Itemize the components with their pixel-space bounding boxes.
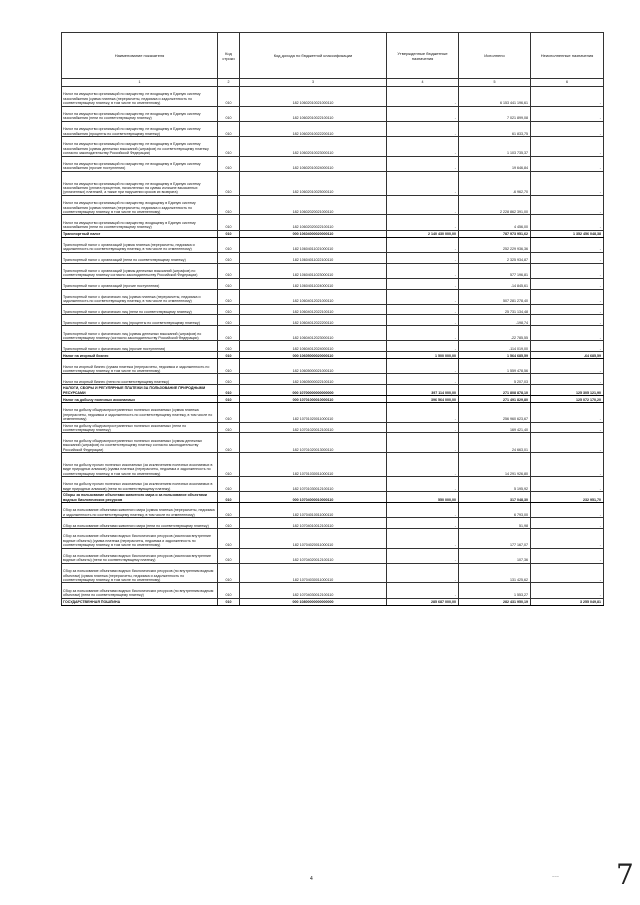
row-approved: -: [387, 87, 459, 107]
row-name: Транспортный налог с физических лиц (прочие поступления): [62, 341, 218, 352]
row-line-code: 010: [218, 215, 240, 230]
table-row: [62, 121, 604, 136]
row-approved: -: [387, 477, 459, 492]
row-approved: -: [387, 529, 459, 549]
row-budget-code: 182 10602020021000110: [240, 195, 387, 215]
row-name: Налог на добычу общераспространенных полезных ископаемых (суммы денежных взысканий (штрафов) по соответствующему платежу согласно законодательству Российской Федерации): [62, 433, 218, 453]
header-executed: Исполнено: [459, 33, 531, 79]
row-budget-code: 000 10704000010000110: [240, 492, 387, 503]
row-unexecuted: -64 685,59: [531, 352, 604, 359]
budget-execution-table: [61, 32, 604, 606]
row-executed: 2 228 862 391,00: [459, 195, 531, 215]
table-body: [62, 87, 604, 606]
row-approved: -: [387, 263, 459, 278]
col-number: 1: [62, 79, 218, 87]
table-row: [62, 341, 604, 352]
row-executed: 787 973 951,62: [459, 230, 531, 237]
row-budget-code: 000 10604000020000110: [240, 230, 387, 237]
row-budget-code: 000 10800000000000000: [240, 598, 387, 605]
row-line-code: 010: [218, 563, 240, 583]
row-executed: 5 195,92: [459, 477, 531, 492]
row-executed: 131 425,62: [459, 563, 531, 583]
column-number-row: [62, 79, 604, 87]
row-name: ГОСУДАРСТВЕННАЯ ПОШЛИНА: [62, 598, 218, 605]
table-row: [62, 385, 604, 396]
row-approved: -: [387, 106, 459, 121]
row-executed: 169 421,40: [459, 422, 531, 433]
row-executed: 252 229 936,36: [459, 237, 531, 252]
table-row: [62, 215, 604, 230]
row-budget-code: 182 10604011024000110: [240, 278, 387, 289]
row-approved: 550 000,00: [387, 492, 459, 503]
row-name: Транспортный налог с физических лиц (проценты по соответствующему платежу): [62, 315, 218, 326]
row-approved: -: [387, 136, 459, 156]
row-executed: -14 845,61: [459, 278, 531, 289]
table-row: [62, 374, 604, 385]
table-row: [62, 106, 604, 121]
row-unexecuted: -: [531, 529, 604, 549]
row-approved: -: [387, 433, 459, 453]
row-line-code: 010: [218, 477, 240, 492]
row-unexecuted: -: [531, 252, 604, 263]
row-executed: 282 431 950,19: [459, 598, 531, 605]
row-approved: -: [387, 563, 459, 583]
row-approved: 397 114 000,00: [387, 385, 459, 396]
row-executed: -6 962,70: [459, 171, 531, 195]
row-approved: -: [387, 518, 459, 529]
row-line-code: 010: [218, 433, 240, 453]
row-approved: -: [387, 289, 459, 304]
table-row: [62, 583, 604, 598]
row-line-code: 010: [218, 422, 240, 433]
row-unexecuted: -: [531, 121, 604, 136]
row-line-code: 010: [218, 171, 240, 195]
row-budget-code: 000 10701000010000110: [240, 396, 387, 403]
row-approved: -: [387, 304, 459, 315]
row-executed: 256 960 623,67: [459, 403, 531, 423]
row-unexecuted: -: [531, 156, 604, 171]
row-name: Налог на игорный бизнес: [62, 352, 218, 359]
table-row: [62, 598, 604, 605]
row-executed: -198,74: [459, 315, 531, 326]
col-number: 4: [387, 79, 459, 87]
row-line-code: 010: [218, 453, 240, 477]
row-executed: 14 291 926,80: [459, 453, 531, 477]
row-budget-code: 182 10604012021000110: [240, 289, 387, 304]
row-approved: -: [387, 453, 459, 477]
row-name: Налог на добычу общераспространенных полезных ископаемых (пени по соответствующему платежу): [62, 422, 218, 433]
header-name: Наименование показателя: [62, 33, 218, 79]
row-line-code: 010: [218, 385, 240, 396]
row-unexecuted: 232 951,70: [531, 492, 604, 503]
row-line-code: 010: [218, 503, 240, 518]
row-name: Транспортный налог с физических лиц (суммы денежных взысканий (штрафов) по соответствующему платежу (согласно законодательству Российской Федерации): [62, 326, 218, 341]
row-approved: 285 687 000,00: [387, 598, 459, 605]
row-approved: 396 564 000,00: [387, 396, 459, 403]
row-line-code: 010: [218, 518, 240, 529]
table-row: [62, 396, 604, 403]
row-line-code: 010: [218, 230, 240, 237]
row-approved: -: [387, 121, 459, 136]
row-unexecuted: -: [531, 215, 604, 230]
row-unexecuted: -: [531, 477, 604, 492]
row-name: Налог на добычу прочих полезных ископаемых (за исключением полезных ископаемых в виде природных алмазов) (пени по соответствующему платежу): [62, 477, 218, 492]
row-unexecuted: -: [531, 304, 604, 315]
row-name: Транспортный налог с организаций (пени по соответствующему платежу): [62, 252, 218, 263]
row-executed: 4 456,00: [459, 215, 531, 230]
row-budget-code: 182 10701020011000110: [240, 403, 387, 423]
row-name: Налог на добычу прочих полезных ископаемых (за исключением полезных ископаемых в виде природных алмазов) (сумма платежа (перерасчеты, недоимка и задолженность по соответствующему платежу, в том числе по отмененному): [62, 453, 218, 477]
row-name: Транспортный налог с физических лиц (сумма платежа (перерасчеты, недоимка и задолженность по соответствующему платежу, в том числе по отмененному): [62, 289, 218, 304]
report-sheet: [61, 32, 603, 606]
header-unexecuted: Неисполненные назначения: [531, 33, 604, 79]
col-number: 5: [459, 79, 531, 87]
row-approved: -: [387, 252, 459, 263]
row-unexecuted: -: [531, 263, 604, 278]
row-budget-code: 182 10604012024000110: [240, 341, 387, 352]
row-unexecuted: 125 305 121,90: [531, 385, 604, 396]
row-line-code: 010: [218, 492, 240, 503]
row-budget-code: 182 10602010023000110: [240, 136, 387, 156]
row-executed: 7 021 899,08: [459, 106, 531, 121]
row-line-code: 010: [218, 136, 240, 156]
table-row: [62, 252, 604, 263]
row-approved: -: [387, 237, 459, 252]
row-name: Транспортный налог с физических лиц (пени по соответствующему платежу): [62, 304, 218, 315]
header-line-code: Код строки: [218, 33, 240, 79]
row-executed: 6 153 441 196,61: [459, 87, 531, 107]
table-row: [62, 304, 604, 315]
table-row: [62, 548, 604, 563]
row-line-code: 010: [218, 263, 240, 278]
row-name: Транспортный налог с организаций (сумма платежа (перерасчеты, недоимка и задолженность по соответствующему платежу, в том числе по отмененному): [62, 237, 218, 252]
row-line-code: 010: [218, 121, 240, 136]
row-executed: 107,36: [459, 548, 531, 563]
row-line-code: 010: [218, 87, 240, 107]
row-executed: 577 196,81: [459, 263, 531, 278]
row-budget-code: 182 10704030011000110: [240, 563, 387, 583]
row-unexecuted: -: [531, 374, 604, 385]
row-line-code: 010: [218, 289, 240, 304]
row-approved: -: [387, 326, 459, 341]
row-name: Налог на имущество организаций по имуществу, не входящему в Единую систему газоснабжения (проценты по соответствующему платежу): [62, 121, 218, 136]
table-row: [62, 289, 604, 304]
row-approved: -: [387, 341, 459, 352]
row-unexecuted: -: [531, 136, 604, 156]
row-unexecuted: -: [531, 106, 604, 121]
table-row: [62, 518, 604, 529]
row-line-code: 010: [218, 529, 240, 549]
row-executed: 51,98: [459, 518, 531, 529]
row-approved: -: [387, 215, 459, 230]
row-executed: 271 491 829,80: [459, 396, 531, 403]
row-budget-code: 182 10701030011000110: [240, 453, 387, 477]
row-line-code: 010: [218, 237, 240, 252]
table-row: [62, 477, 604, 492]
page-number: 4: [310, 876, 313, 882]
row-approved: -: [387, 278, 459, 289]
row-budget-code: 182 10604012022200110: [240, 315, 387, 326]
table-row: [62, 156, 604, 171]
row-unexecuted: -: [531, 583, 604, 598]
table-row: [62, 195, 604, 215]
header-approved: Утвержденные бюджетные назначения: [387, 33, 459, 79]
row-name: Сбор за пользование объектами водных биологических ресурсов (по внутренним водным объектам) (пени по соответствующему платежу): [62, 583, 218, 598]
row-name: Сборы за пользование объектами животного мира и за пользование объектами водных биологических ресурсов: [62, 492, 218, 503]
table-row: [62, 87, 604, 107]
row-budget-code: 182 10604012023000110: [240, 326, 387, 341]
row-approved: -: [387, 315, 459, 326]
row-executed: 1 564 685,59: [459, 352, 531, 359]
row-name: Сбор за пользование объектами животного мира (сумма платежа (перерасчеты, недоимка и задолженность по соответствующему платежу, в том числе по отмененному): [62, 503, 218, 518]
row-budget-code: 182 10605000021000110: [240, 359, 387, 374]
row-name: Налог на добычу полезных ископаемых: [62, 396, 218, 403]
handwritten-page-mark: 7: [616, 858, 634, 891]
row-budget-code: 182 10604011023000110: [240, 263, 387, 278]
row-budget-code: 182 10704020012100110: [240, 548, 387, 563]
row-name: Налог на имущество организаций по имуществу, не входящему в Единую систему газоснабжения (прочие поступления): [62, 156, 218, 171]
row-unexecuted: -: [531, 548, 604, 563]
row-name: Налог на имущество организаций по имуществу, не входящему в Единую систему газоснабжения (сумма платежа (перерасчеты, недоимка и задолженность по соответствующему платежу, в том числе по отмененному): [62, 87, 218, 107]
row-executed: 6 793,00: [459, 503, 531, 518]
row-unexecuted: -: [531, 237, 604, 252]
row-executed: 177 167,07: [459, 529, 531, 549]
table-row: [62, 263, 604, 278]
row-executed: -114 019,00: [459, 341, 531, 352]
row-name: Транспортный налог с организаций (суммы денежных взысканий (штрафов) по соответствующему платежу согласно законодательству Российской Федерации): [62, 263, 218, 278]
row-name: Сбор за пользование объектами животного мира (пени по соответствующему платежу): [62, 518, 218, 529]
row-unexecuted: -: [531, 422, 604, 433]
col-number: 2: [218, 79, 240, 87]
row-executed: 1 559 478,56: [459, 359, 531, 374]
row-executed: 317 048,30: [459, 492, 531, 503]
row-line-code: 010: [218, 352, 240, 359]
row-executed: 5 207,03: [459, 374, 531, 385]
table-row: [62, 326, 604, 341]
row-approved: -: [387, 195, 459, 215]
row-unexecuted: -: [531, 171, 604, 195]
row-line-code: 010: [218, 374, 240, 385]
row-budget-code: 182 10605000022100110: [240, 374, 387, 385]
row-approved: -: [387, 171, 459, 195]
row-budget-code: 182 10602010022200110: [240, 121, 387, 136]
row-budget-code: 000 10700000000000000: [240, 385, 387, 396]
row-approved: -: [387, 583, 459, 598]
row-line-code: 010: [218, 403, 240, 423]
table-row: [62, 503, 604, 518]
row-budget-code: 182 10701030012100110: [240, 477, 387, 492]
table-row: [62, 315, 604, 326]
row-budget-code: 182 10704010011000110: [240, 503, 387, 518]
row-budget-code: 182 10604011021000110: [240, 237, 387, 252]
row-executed: 25 731 134,48: [459, 304, 531, 315]
row-approved: -: [387, 422, 459, 433]
row-name: Налог на имущество организаций по имуществу, не входящему в Единую систему газоснабжения (уплата процентов, начисленных на суммы излишне взысканных (уплаченных) платежей, а также при нарушении сроков их возврата): [62, 171, 218, 195]
row-name: Налог на имущество организаций по имуществу, не входящему в Единую систему газоснабжения (суммы денежных взысканий (штрафов) по соответствующему платежу согласно законодательству Российской Федерации): [62, 136, 218, 156]
row-name: НАЛОГИ, СБОРЫ И РЕГУЛЯРНЫЕ ПЛАТЕЖИ ЗА ПОЛЬЗОВАНИЕ ПРИРОДНЫМИ РЕСУРСАМИ: [62, 385, 218, 396]
row-executed: 1 103 735,37: [459, 136, 531, 156]
row-name: Налог на имущество организаций по имуществу, входящему в Единую систему газоснабжения (пени по соответствующему платежу): [62, 215, 218, 230]
row-unexecuted: -: [531, 503, 604, 518]
row-name: Сбор за пользование объектами водных биологических ресурсов (исключая внутренние водные объекты) (пени по соответствующему платежу): [62, 548, 218, 563]
col-number: 6: [531, 79, 604, 87]
row-unexecuted: -: [531, 341, 604, 352]
row-unexecuted: -: [531, 403, 604, 423]
row-name: Налог на добычу общераспространенных полезных ископаемых (сумма платежа (перерасчеты, недоимка и задолженность по соответствующему платежу, в том числе по отмененному): [62, 403, 218, 423]
row-unexecuted: -: [531, 518, 604, 529]
row-approved: -: [387, 156, 459, 171]
row-executed: -22 785,55: [459, 326, 531, 341]
row-executed: 2 325 934,87: [459, 252, 531, 263]
row-line-code: 010: [218, 195, 240, 215]
table-row: [62, 529, 604, 549]
row-budget-code: 182 10602010025000110: [240, 171, 387, 195]
col-number: 3: [240, 79, 387, 87]
row-line-code: 010: [218, 156, 240, 171]
row-line-code: 010: [218, 359, 240, 374]
row-executed: 24 663,01: [459, 433, 531, 453]
table-row: [62, 278, 604, 289]
row-budget-code: 182 10602010021000110: [240, 87, 387, 107]
row-line-code: 010: [218, 278, 240, 289]
row-executed: 1 553,27: [459, 583, 531, 598]
table-row: [62, 422, 604, 433]
row-unexecuted: -: [531, 359, 604, 374]
row-unexecuted: -: [531, 278, 604, 289]
row-budget-code: 182 10704030012100110: [240, 583, 387, 598]
table-row: [62, 171, 604, 195]
row-unexecuted: -: [531, 289, 604, 304]
row-unexecuted: -: [531, 87, 604, 107]
row-approved: 1 500 000,00: [387, 352, 459, 359]
row-line-code: 010: [218, 583, 240, 598]
row-name: Налог на имущество организаций по имуществу, не входящему в Единую систему газоснабжения (пени по соответствующему платежу): [62, 106, 218, 121]
table-row: [62, 230, 604, 237]
row-unexecuted: 125 072 170,20: [531, 396, 604, 403]
row-budget-code: 182 10701020012100110: [240, 422, 387, 433]
row-line-code: 010: [218, 598, 240, 605]
table-row: [62, 433, 604, 453]
row-line-code: 010: [218, 396, 240, 403]
row-name: Сбор за пользование объектами водных биологических ресурсов (по внутренним водным объектам) (сумма платежа (перерасчеты, недоимка и задолженность по соответствующему платежу, в том числе по отмененному): [62, 563, 218, 583]
row-budget-code: 182 10604011022100110: [240, 252, 387, 263]
row-budget-code: 182 10602010024000110: [240, 156, 387, 171]
table-row: [62, 453, 604, 477]
row-budget-code: 182 10602010022100110: [240, 106, 387, 121]
row-budget-code: 182 10704020011000110: [240, 529, 387, 549]
row-name: Транспортный налог: [62, 230, 218, 237]
row-line-code: 010: [218, 315, 240, 326]
table-row: [62, 492, 604, 503]
row-unexecuted: -: [531, 563, 604, 583]
row-unexecuted: 1 352 456 048,38: [531, 230, 604, 237]
row-approved: -: [387, 374, 459, 385]
scribble-mark: ~~~: [552, 874, 560, 879]
row-approved: -: [387, 359, 459, 374]
row-approved: -: [387, 548, 459, 563]
row-executed: 271 808 878,10: [459, 385, 531, 396]
row-line-code: 010: [218, 326, 240, 341]
row-name: Налог на имущество организаций по имуществу, входящему в Единую систему газоснабжения (сумма платежа (перерасчеты, недоимка и задолженность по соответствующему платежу, в том числе по отмененному): [62, 195, 218, 215]
row-unexecuted: -: [531, 453, 604, 477]
table-row: [62, 352, 604, 359]
row-executed: 19 646,84: [459, 156, 531, 171]
row-unexecuted: -: [531, 433, 604, 453]
row-unexecuted: 3 255 049,81: [531, 598, 604, 605]
row-unexecuted: -: [531, 195, 604, 215]
row-budget-code: 182 10602020022100110: [240, 215, 387, 230]
row-budget-code: 000 10605000020000110: [240, 352, 387, 359]
row-line-code: 010: [218, 548, 240, 563]
row-executed: 61 833,75: [459, 121, 531, 136]
row-line-code: 010: [218, 304, 240, 315]
row-budget-code: 182 10704010012100110: [240, 518, 387, 529]
table-row: [62, 237, 604, 252]
row-name: Сбор за пользование объектами водных биологических ресурсов (исключая внутренние водные объекты) (сумма платежа (перерасчеты, недоимка и задолженность по соответствующему платежу, в том числе по отмененному): [62, 529, 218, 549]
row-approved: -: [387, 403, 459, 423]
row-unexecuted: -: [531, 326, 604, 341]
table-row: [62, 136, 604, 156]
row-line-code: 010: [218, 341, 240, 352]
table-row: [62, 359, 604, 374]
row-approved: -: [387, 503, 459, 518]
row-executed: 507 281 278,40: [459, 289, 531, 304]
row-line-code: 010: [218, 252, 240, 263]
row-line-code: 010: [218, 106, 240, 121]
row-unexecuted: -: [531, 315, 604, 326]
table-row: [62, 403, 604, 423]
row-budget-code: 182 10701020013000110: [240, 433, 387, 453]
row-approved: 2 140 430 000,00: [387, 230, 459, 237]
row-budget-code: 182 10604012022100110: [240, 304, 387, 315]
row-name: Налог на игорный бизнес (пени по соответствующему платежу): [62, 374, 218, 385]
header-row: [62, 33, 604, 79]
header-budget-code: Код дохода по бюджетной классификации: [240, 33, 387, 79]
table-row: [62, 563, 604, 583]
row-name: Налог на игорный бизнес (сумма платежа (перерасчеты, недоимка и задолженность по соответствующему платежу, в том числе по отмененному): [62, 359, 218, 374]
row-name: Транспортный налог с организаций (прочие поступления): [62, 278, 218, 289]
